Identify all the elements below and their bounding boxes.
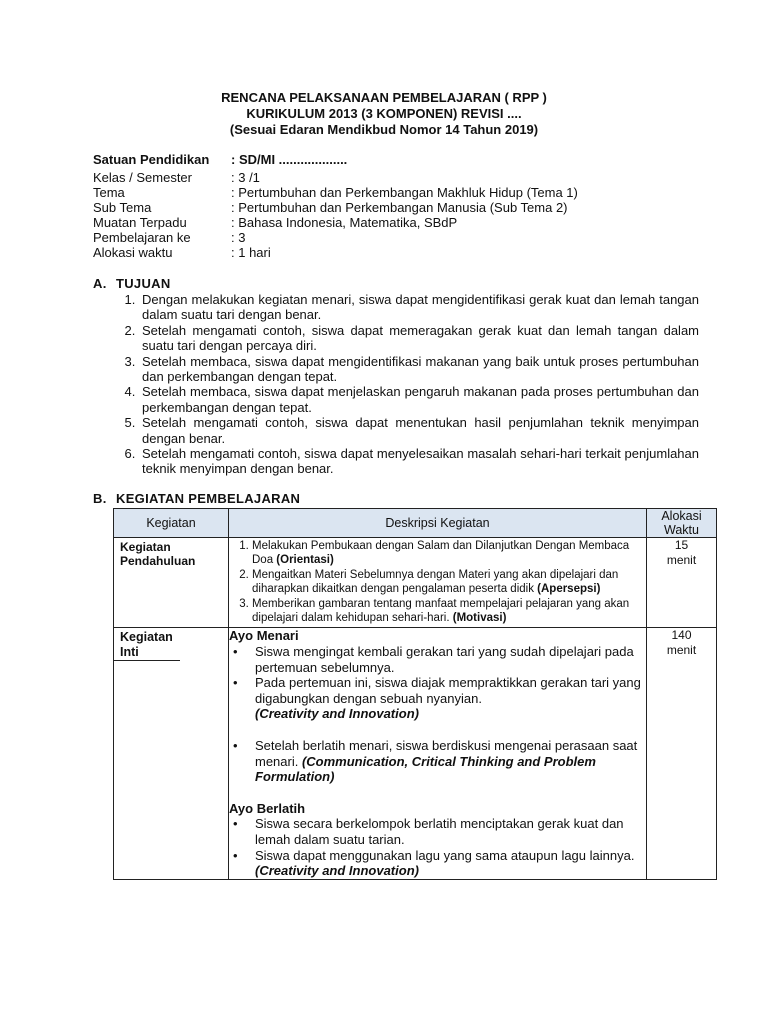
kegiatan-label-pendahuluan: Kegiatan Pendahuluan xyxy=(120,540,196,568)
tujuan-list xyxy=(115,292,699,477)
alokasi-number: 15 xyxy=(674,538,689,552)
section-letter: A. xyxy=(93,276,107,291)
identity-value: : Pertumbuhan dan Perkembangan Manusia (Sub Tema 2) xyxy=(231,200,568,215)
list-item: 5. Setelah mengamati contoh, siswa dapat menentukan hasil penjumlahan teknik menyimpan dengan benar. xyxy=(139,415,699,446)
table-row-inti xyxy=(114,628,717,879)
list-item: • Siswa mengingat kembali gerakan tari yang sudah dipelajari pada pertemuan sebelumnya. xyxy=(255,644,646,675)
list-item: • Siswa dapat menggunakan lagu yang sama ataupun lagu lainnya. (Creativity and Innovation) xyxy=(255,848,646,879)
table-row-pendahuluan xyxy=(114,538,717,628)
title-line-1: RENCANA PELAKSANAAN PEMBELAJARAN ( RPP ) xyxy=(221,90,547,105)
kegiatan-table xyxy=(113,508,717,880)
document-title xyxy=(0,90,768,138)
pendahuluan-description xyxy=(229,538,647,628)
list-item: 2. Mengaitkan Materi Sebelumnya dengan Materi yang akan dipelajari dan diharapkan dikaitkan dengan pengalaman peserta didik (Apersepsi) xyxy=(252,568,646,597)
identity-value: : Bahasa Indonesia, Matematika, SBdP xyxy=(231,215,458,230)
table-header-row xyxy=(114,509,717,538)
header-deskripsi: Deskripsi Kegiatan xyxy=(229,509,647,538)
list-item: 1. Melakukan Pembukaan dengan Salam dan Dilanjutkan Dengan Membaca Doa (Orientasi) xyxy=(252,539,646,568)
identity-label: Muatan Terpadu xyxy=(93,215,187,230)
identity-label: Satuan Pendidikan xyxy=(93,152,210,167)
inti-description xyxy=(229,628,647,879)
identity-value: : 3 xyxy=(231,230,246,245)
subheading-ayo-berlatih: Ayo Berlatih xyxy=(229,800,306,816)
list-item: • Siswa secara berkelompok berlatih menciptakan gerak kuat dan lemah dalam suatu tarian. xyxy=(255,816,646,847)
list-item: 6. Setelah mengamati contoh, siswa dapat menyelesaikan masalah sehari-hari terkait penjumlahan teknik menyimpan dengan benar. xyxy=(139,446,699,477)
list-item: 3. Memberikan gambaran tentang manfaat mempelajari pelajaran yang akan dipelajari dalam kehidupan sehari-hari. (Motivasi) xyxy=(252,597,646,626)
list-item: 2. Setelah mengamati contoh, siswa dapat memeragakan gerak kuat dan lemah tangan dalam suatu tari dengan percaya diri. xyxy=(139,323,699,354)
list-item: 3. Setelah membaca, siswa dapat mengidentifikasi makanan yang baik untuk proses pertumbuhan dan perkembangan dengan tepat. xyxy=(139,354,699,385)
alokasi-pendahuluan xyxy=(647,538,717,628)
title-line-3: (Sesuai Edaran Mendikbud Nomor 14 Tahun 2019) xyxy=(229,122,539,137)
subheading-ayo-menari: Ayo Menari xyxy=(229,628,299,644)
alokasi-unit: menit xyxy=(666,643,697,658)
list-item: • Pada pertemuan ini, siswa diajak mempraktikkan gerakan tari yang digabungkan dengan sebuah nyanyian. (Creativity and Innovation) xyxy=(255,675,646,722)
ayo-berlatih-list xyxy=(229,816,646,878)
identity-label: Kelas / Semester xyxy=(93,170,192,185)
identity-value: : 1 hari xyxy=(231,245,271,260)
identity-value: : Pertumbuhan dan Perkembangan Makhluk Hidup (Tema 1) xyxy=(231,185,578,200)
list-item: 4. Setelah membaca, siswa dapat menjelaskan pengaruh makanan pada proses pertumbuhan dan perkembangan dengan tepat. xyxy=(139,384,699,415)
header-kegiatan: Kegiatan xyxy=(114,509,229,538)
identity-label: Alokasi waktu xyxy=(93,245,173,260)
list-item: 1. Dengan melakukan kegiatan menari, siswa dapat mengidentifikasi gerak kuat dan lemah tangan dalam suatu tari dengan benar. xyxy=(139,292,699,323)
alokasi-inti xyxy=(647,628,717,879)
section-letter: B. xyxy=(93,491,107,506)
kegiatan-label-inti: Kegiatan Inti xyxy=(114,628,180,661)
alokasi-number: 140 xyxy=(671,628,692,643)
title-line-2: KURIKULUM 2013 (3 KOMPONEN) REVISI .... xyxy=(246,106,522,121)
section-kegiatan-heading xyxy=(93,491,300,506)
identity-label: Tema xyxy=(93,185,125,200)
list-item: • Setelah berlatih menari, siswa berdiskusi mengenai perasaan saat menari. (Communication, Critical Thinking and Problem Formulation) xyxy=(255,738,646,785)
identity-value: : SD/MI ................... xyxy=(231,152,348,167)
header-alokasi: Alokasi Waktu xyxy=(647,509,717,538)
identity-label: Sub Tema xyxy=(93,200,152,215)
identity-label: Pembelajaran ke xyxy=(93,230,191,245)
identity-value: : 3 /1 xyxy=(231,170,260,185)
ayo-menari-list xyxy=(229,644,646,785)
section-title: KEGIATAN PEMBELAJARAN xyxy=(116,491,301,506)
section-title: TUJUAN xyxy=(116,276,171,291)
alokasi-unit: menit xyxy=(666,553,697,567)
section-tujuan-heading xyxy=(93,276,171,291)
